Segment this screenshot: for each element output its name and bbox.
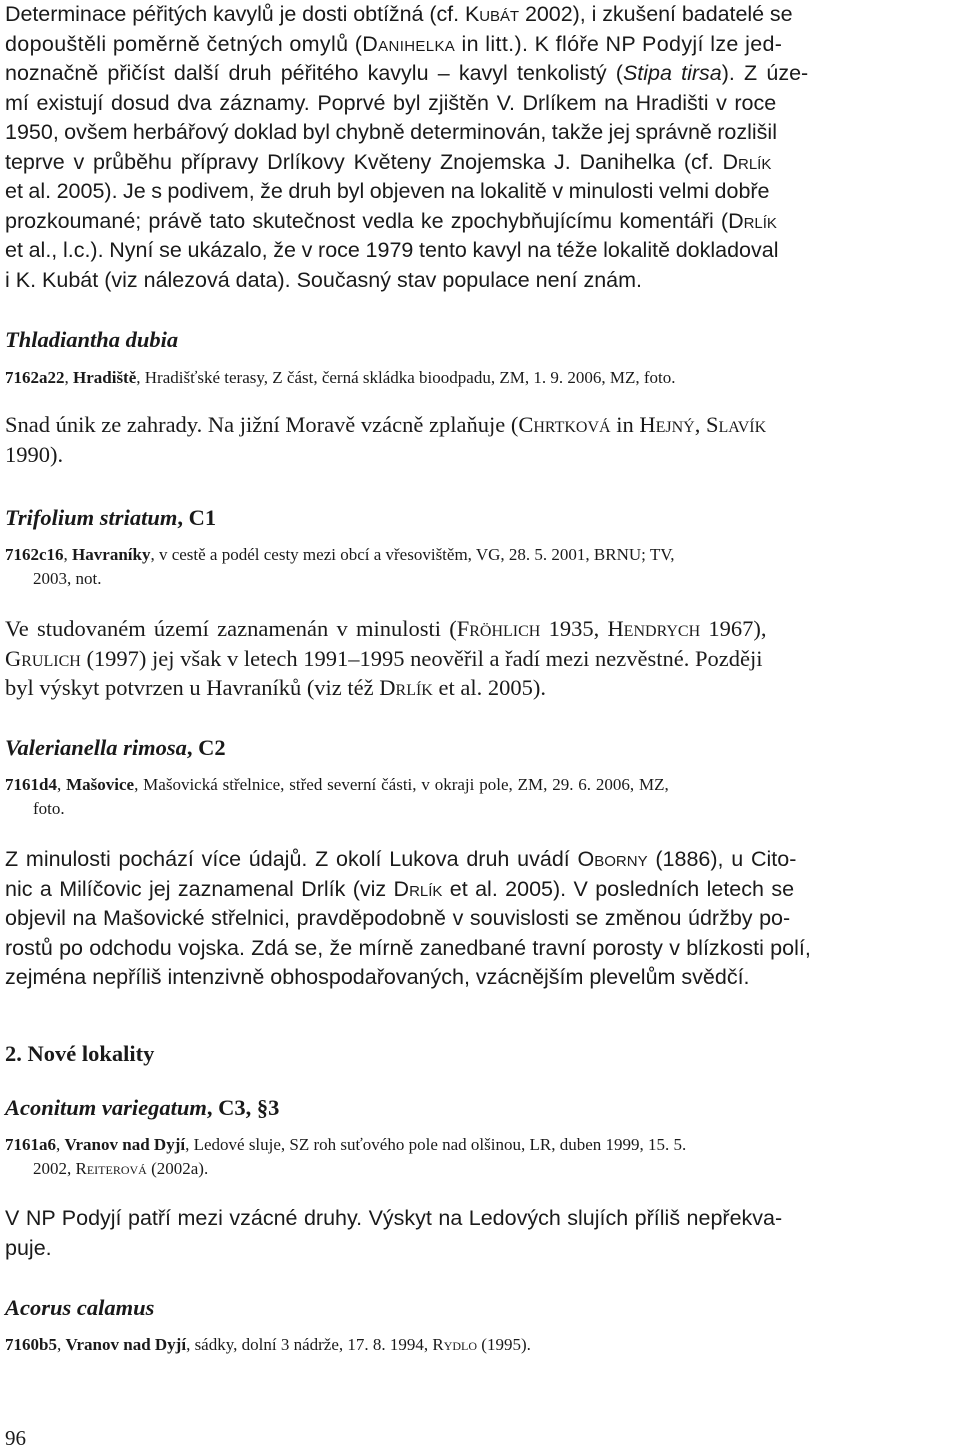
text-line: Ve studovaném území zaznamenán v minulosti (Fröhlich 1935, Hendrych 1967), bbox=[5, 616, 767, 641]
author-ref: Kubát bbox=[464, 2, 520, 26]
text-line: mí existují dosud dva záznamy. Poprvé byl zjištěn V. Drlíkem na Hradišti v roce bbox=[5, 90, 777, 115]
text-line: 1990). bbox=[5, 441, 64, 467]
text-line: V NP Podyjí patří mezi vzácné druhy. Výskyt na Ledových slujích příliš nepřekva- bbox=[5, 1206, 783, 1230]
paragraph-aconitum bbox=[5, 1204, 955, 1263]
record-entry bbox=[5, 773, 955, 821]
entry-line: 2002, Reiterová (2002a). bbox=[33, 1159, 209, 1178]
text-line: objevil na Mašovické střelnici, pravděpodobně v souvislosti se změnou údržby po- bbox=[5, 906, 791, 930]
record-entry: 7162a22, Hradiště, Hradišťské terasy, Z část, černá skládka bioodpadu, ZM, 1. 9. 2006, MZ, foto. bbox=[5, 368, 676, 387]
author-ref: Reiterová bbox=[75, 1159, 147, 1178]
text-line: rostů po odchodu vojska. Zdá se, že mírně zanedbané travní porosty v blízkosti polí, bbox=[5, 935, 811, 960]
text-line: et al., l.c.). Nyní se ukázalo, že v roce 1979 tento kavyl na téže lokalitě dokladoval bbox=[5, 238, 779, 262]
author-ref: Fröhlich bbox=[456, 616, 541, 641]
species-heading: Aconitum variegatum, C3, §3 bbox=[5, 1095, 280, 1120]
text-line: prozkoumané; právě tato skutečnost vedla ke zpochybňujícímu komentáři (Drlík bbox=[5, 208, 777, 233]
author-ref: Drlík bbox=[379, 675, 433, 700]
paragraph-trifolium bbox=[5, 614, 955, 703]
paragraph-valerianella bbox=[5, 845, 955, 993]
text-line: puje. bbox=[5, 1235, 52, 1260]
text-line: nic a Milíčovic jej zaznamenal Drlík (viz Drlík et al. 2005). V posledních letech se bbox=[5, 876, 795, 901]
record-entry: 7160b5, Vranov nad Dyjí, sádky, dolní 3 nádrže, 17. 8. 1994, Rydlo (1995). bbox=[5, 1335, 531, 1354]
species-name: Stipa tirsa bbox=[622, 61, 722, 85]
entry-line: 7161a6, Vranov nad Dyjí, Ledové sluje, SZ roh suťového pole nad olšinou, LR, duben 1999, 15. 5. bbox=[5, 1135, 687, 1154]
text-line: teprve v průběhu přípravy Drlíkovy Květeny Znojemska J. Danihelka (cf. Drlík bbox=[5, 149, 772, 174]
section-title: 2. Nové lokality bbox=[5, 1041, 155, 1066]
record-entry bbox=[5, 543, 955, 591]
author-ref: Grulich bbox=[5, 645, 81, 671]
record-entry bbox=[5, 1133, 955, 1181]
author-ref: Slavík bbox=[705, 412, 767, 437]
entry-line: 2003, not. bbox=[33, 569, 102, 588]
entry-line: 7161d4, Mašovice, Mašovická střelnice, střed severní části, v okraji pole, ZM, 29. 6. 2006, MZ, bbox=[5, 775, 669, 794]
author-ref: Drlík bbox=[722, 149, 772, 174]
author-ref: Hejný bbox=[639, 412, 695, 437]
entry-line: 7162c16, Havraníky, v cestě a podél cesty mezi obcí a vřesovištěm, VG, 28. 5. 2001, BRNU; TV, bbox=[5, 545, 675, 564]
species-heading: Trifolium striatum, C1 bbox=[5, 505, 217, 530]
text-line: Snad únik ze zahrady. Na jižní Moravě vzácně zplaňuje (Chrtková in Hejný, Slavík bbox=[5, 412, 767, 437]
author-ref: Drlík bbox=[728, 208, 777, 233]
paragraph-stipa bbox=[5, 0, 955, 295]
text-line: zejména nepříliš intenzivně obhospodařovaných, vzácnějším plevelům svědčí. bbox=[5, 965, 750, 989]
text-line: et al. 2005). Je s podivem, že druh byl objeven na lokalitě v minulosti velmi dobře bbox=[5, 179, 770, 203]
page-number: 96 bbox=[5, 1426, 26, 1450]
entry-line: foto. bbox=[33, 799, 65, 818]
author-ref: Hendrych bbox=[607, 616, 701, 641]
paragraph-thladiantha bbox=[5, 410, 955, 469]
text-line: i K. Kubát (viz nálezová data). Současný stav populace není znám. bbox=[5, 267, 643, 292]
author-ref: Oborny bbox=[577, 847, 648, 871]
text-line: 1950, ovšem herbářový doklad byl chybně determinován, takže jej správně rozlišil bbox=[5, 120, 777, 144]
species-heading: Acorus calamus bbox=[5, 1295, 155, 1320]
species-heading: Valerianella rimosa, C2 bbox=[5, 735, 226, 760]
author-ref: Rydlo bbox=[432, 1335, 478, 1354]
text-line: byl výskyt potvrzen u Havraníků (viz též Drlík et al. 2005). bbox=[5, 675, 546, 700]
species-heading: Thladiantha dubia bbox=[5, 327, 179, 352]
text-line: Z minulosti pochází více údajů. Z okolí Lukova druh uvádí Oborny (1886), u Cito- bbox=[5, 847, 797, 871]
author-ref: Drlík bbox=[393, 876, 443, 901]
author-ref: Chrtková bbox=[518, 412, 611, 437]
author-ref: Danihelka bbox=[362, 31, 456, 56]
text-line: noznačně přičíst další druh péřitého kavylu – kavyl tenkolistý (Stipa tirsa). Z úze- bbox=[5, 61, 809, 85]
text-line: dopouštěli poměrně četných omylů (Danihelka in litt.). K flóře NP Podyjí lze jed- bbox=[5, 31, 783, 56]
text-line: Determinace péřitých kavylů je dosti obtížná (cf. Kubát 2002), i zkušení badatelé se bbox=[5, 2, 793, 26]
text-line: Grulich (1997) jej však v letech 1991–1995 neověřil a řadí mezi nezvěstné. Později bbox=[5, 645, 763, 671]
